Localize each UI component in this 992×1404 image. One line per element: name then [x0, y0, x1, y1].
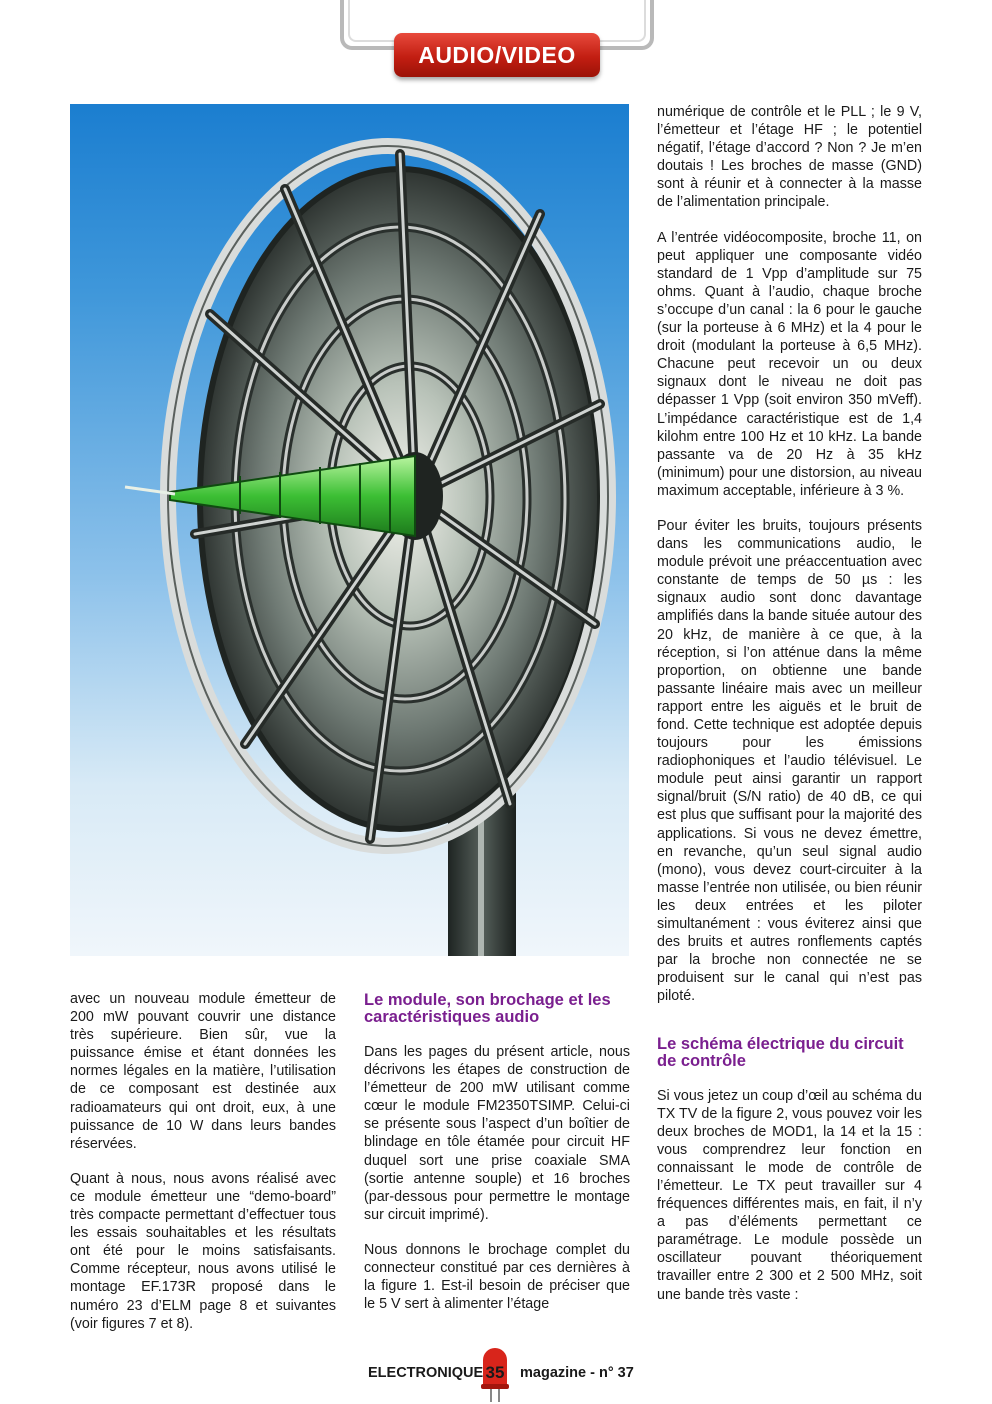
section-heading: Le schéma électrique du circuit de contrôle	[657, 1034, 904, 1070]
text-column-2	[364, 992, 630, 1330]
magazine-name: ELECTRONIQUE	[368, 1365, 484, 1381]
issue-number: magazine - n° 37	[520, 1365, 634, 1381]
section-heading: Le module, son brochage et les caractéristiques audio	[364, 991, 611, 1026]
paragraph: A l’entrée vidéocomposite, broche 11, on peut appliquer une composante vidéo standard de 1 Vpp d’amplitude sur 75 ohms. Quant à l’audio, chaque broche s’occupe d’un canal : la 6 pour le gauche (sur la porteuse à 6 MHz) et la 4 pour le droit (modulant la porteuse à 6,5 MHz). Chacune peut recevoir un ou deux signaux dont le niveau ne doit pas dépasser 1 Vpp (soit environ 350 mVeff). L’impédance caractéristique est de 1,4 kilohm entre 100 Hz et 10 kHz. La bande passante va de 20 Hz à 35 kHz (minimum) pour une distorsion, au niveau maximum acceptable, inférieure à 3 %.	[657, 229, 922, 499]
text-column-1	[70, 990, 336, 1350]
paragraph: avec un nouveau module émetteur de 200 mW pouvant couvrir une distance très supérieure. Bien sûr, vue la puissance émise et étant données les normes légales en la matière, l’utilisation de ce composant est destinée aux radioamateurs qui ont droit, eux, à une puissance de 10 W dans leurs bandes réservées.	[70, 991, 336, 1152]
page-footer	[368, 1346, 638, 1402]
parabolic-dish-antenna-icon	[70, 104, 629, 956]
antenna-illustration	[70, 104, 629, 956]
paragraph: Pour éviter les bruits, toujours présents dans les communications audio, le module prévoit une préaccentuation avec constante de temps de 50 µs : les signaux audio sont donc davantage amplifiés dans la bande située autour des 20 kHz, de manière à ce que, à la réception, si l’on atténue dans la même proportion, on obtienne une bande passante linéaire mais avec un meilleur rapport entre les aiguës et le bruit de fond. Cette technique est adoptée depuis toujours pour les émissions radiophoniques et l’audio télévisuel. Le module peut ainsi garantir un rapport signal/bruit (S/N ratio) de 40 dB, ce qui est plus que suffisant pour la majorité des applications. Si vous ne devez émettre, en revanche, qu’un seul signal audio (mono), vous devez court-circuiter à la masse l’entrée non utilisée, ou bien réunir les deux entrées et les piloter simultanément : vous éviterez ainsi que des bruits et autres ronflements captés par la broche non connectée ne se produisent sur le canal qui n’est pas piloté.	[657, 517, 922, 1005]
text-column-3	[657, 103, 922, 1321]
paragraph: Quant à nous, nous avons réalisé avec ce module émetteur une “demo-board” très compacte permettant d’effectuer tous les essais souhaitables et les résultats ont été pour le moins satisfaisants. Comme récepteur, nous avons utilisé le montage EF.173R proposé dans le numéro 23 d’ELM page 8 et suivantes (voir figures 7 et 8).	[70, 1170, 336, 1332]
paragraph: Dans les pages du présent article, nous décrivons les étapes de construction de l’émetteur de 200 mW utilisant comme cœur le module FM2350TSIMP. Celui-ci se présente sous l’aspect d’un boîtier de blindage en tôle étamée pour circuit HF duquel sort une prise coaxiale SMA (sortie antenne souple) et 16 broches (par-dessous pour permettre le montage sur circuit imprimé).	[364, 1044, 630, 1223]
paragraph: Nous donnons le brochage complet du connecteur constitué par ces dernières à la figure 1. Est-il besoin de préciser que le 5 V sert à alimenter l’étage	[364, 1241, 630, 1313]
section-badge: AUDIO/VIDEO	[394, 33, 600, 77]
paragraph: Si vous jetez un coup d’œil au schéma du TX TV de la figure 2, vous pouvez voir les deux broches de MOD1, la 14 et la 15 : vous comprendrez leur fonction en connaissant le mode de contrôle de l’émetteur. Le TX peut travailler sur 4 fréquences différentes mais, en fait, il n’y a pas d’éléments permettant ce paramétrage. Le module possède un oscillateur pouvant théoriquement travailler entre 2 300 et 2 500 MHz, soit une bande très vaste :	[657, 1087, 922, 1303]
led-page-number-icon	[480, 1346, 510, 1402]
paragraph: numérique de contrôle et le PLL ; le 9 V, l’émetteur et l’étage HF ; le potentiel négatif, l’étage d’accord ? Non ? Je m’en doutais ! Les broches de masse (GND) sont à réunir et à connecter à la masse de l’alimentation principale.	[657, 104, 922, 211]
page-number: 35	[485, 1363, 505, 1382]
